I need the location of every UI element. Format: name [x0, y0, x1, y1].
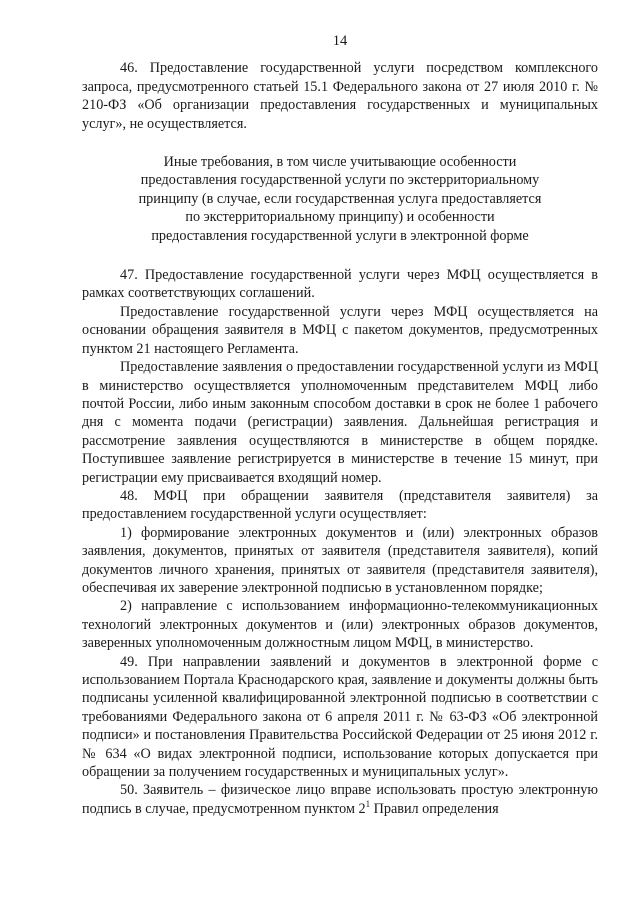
paragraph-50 [82, 781, 598, 818]
section-heading [82, 153, 598, 245]
paragraph-49: 49. При направлении заявлений и документов в электронной форме с использованием Портала Краснодарского края, заявление и документы должны быть подписаны усиленной квалифицированной электронной подписью в соответствии с требованиями Федерального закона от 6 апреля 2011 г. № 63-ФЗ «Об электронной подписи» и постановления Правительства Российской Федерации от 25 июня 2012 г. № 634 «О видах электронной подписи, использование которых допускается при обращении за получением государственных и муниципальных услуг». [82, 653, 598, 781]
section-heading-line: Иные требования, в том числе учитывающие особенности [163, 154, 517, 171]
section-heading-line: принципу (в случае, если государственная услуга предоставляется [138, 190, 542, 207]
paragraph-50-text: 50. Заявитель – физическое лицо вправе использовать простую электронную подпись в случае, предусмотренном пунктом 2 [82, 782, 598, 817]
paragraph-50-text-end: Правил определения [370, 800, 499, 817]
paragraph-48-item-2: 2) направление с использованием информационно-телекоммуникационных технологий электронных документов и (или) электронных образов документов, заверенных уполномоченным должностным лицом МФЦ, в министерство. [82, 598, 598, 652]
section-heading-line: по экстерриториальному принципу) и особенности [185, 209, 495, 226]
paragraph-50-superscript: 1 [365, 798, 371, 809]
paragraph-47: 47. Предоставление государственной услуги через МФЦ осуществляется в рамках соответствующих соглашений. [82, 267, 598, 302]
section-heading-line: предоставления государственной услуги в электронной форме [151, 227, 529, 244]
section-heading-line: предоставления государственной услуги по экстерриториальному [140, 172, 540, 189]
paragraph-48: 48. МФЦ при обращении заявителя (представителя заявителя) за предоставлением государственной услуги осуществляет: [82, 487, 598, 523]
paragraph-46: 46. Предоставление государственной услуги посредством комплексного запроса, предусмотренного статьей 15.1 Федерального закона от 27 июля 2010 г. № 210-ФЗ «Об организации предоставления государственных и муниципальных услуг», не осуществляется. [82, 60, 598, 132]
paragraph-48-item-1: 1) формирование электронных документов и (или) электронных образов заявления, документов, принятых от заявителя (представителя заявителя), копий документов личного хранения, принятых от заявителя (представителя заявителя), обеспечивая их заверение электронной подписью в установленном порядке; [82, 524, 598, 596]
paragraph-47-submission: Предоставление заявления о предоставлении государственной услуги из МФЦ в министерство осуществляется уполномоченным представителем МФЦ либо почтой России, либо иным законным способом доставки в срок не более 1 рабочего дня с момента подачи (регистрации) заявления. Дальнейшая регистрация и рассмотрение заявления осуществляются в министерстве в общем порядке. Поступившее заявление регистрируется в министерстве в течение 15 минут, при регистрации ему присваивается входящий номер. [82, 359, 598, 486]
paragraph-47-mfc-basis: Предоставление государственной услуги через МФЦ осуществляется на основании обращения заявителя в МФЦ с пакетом документов, предусмотренных пунктом 21 настоящего Регламента. [82, 303, 598, 357]
document-page [82, 32, 598, 818]
page-number: 14 [332, 33, 348, 49]
